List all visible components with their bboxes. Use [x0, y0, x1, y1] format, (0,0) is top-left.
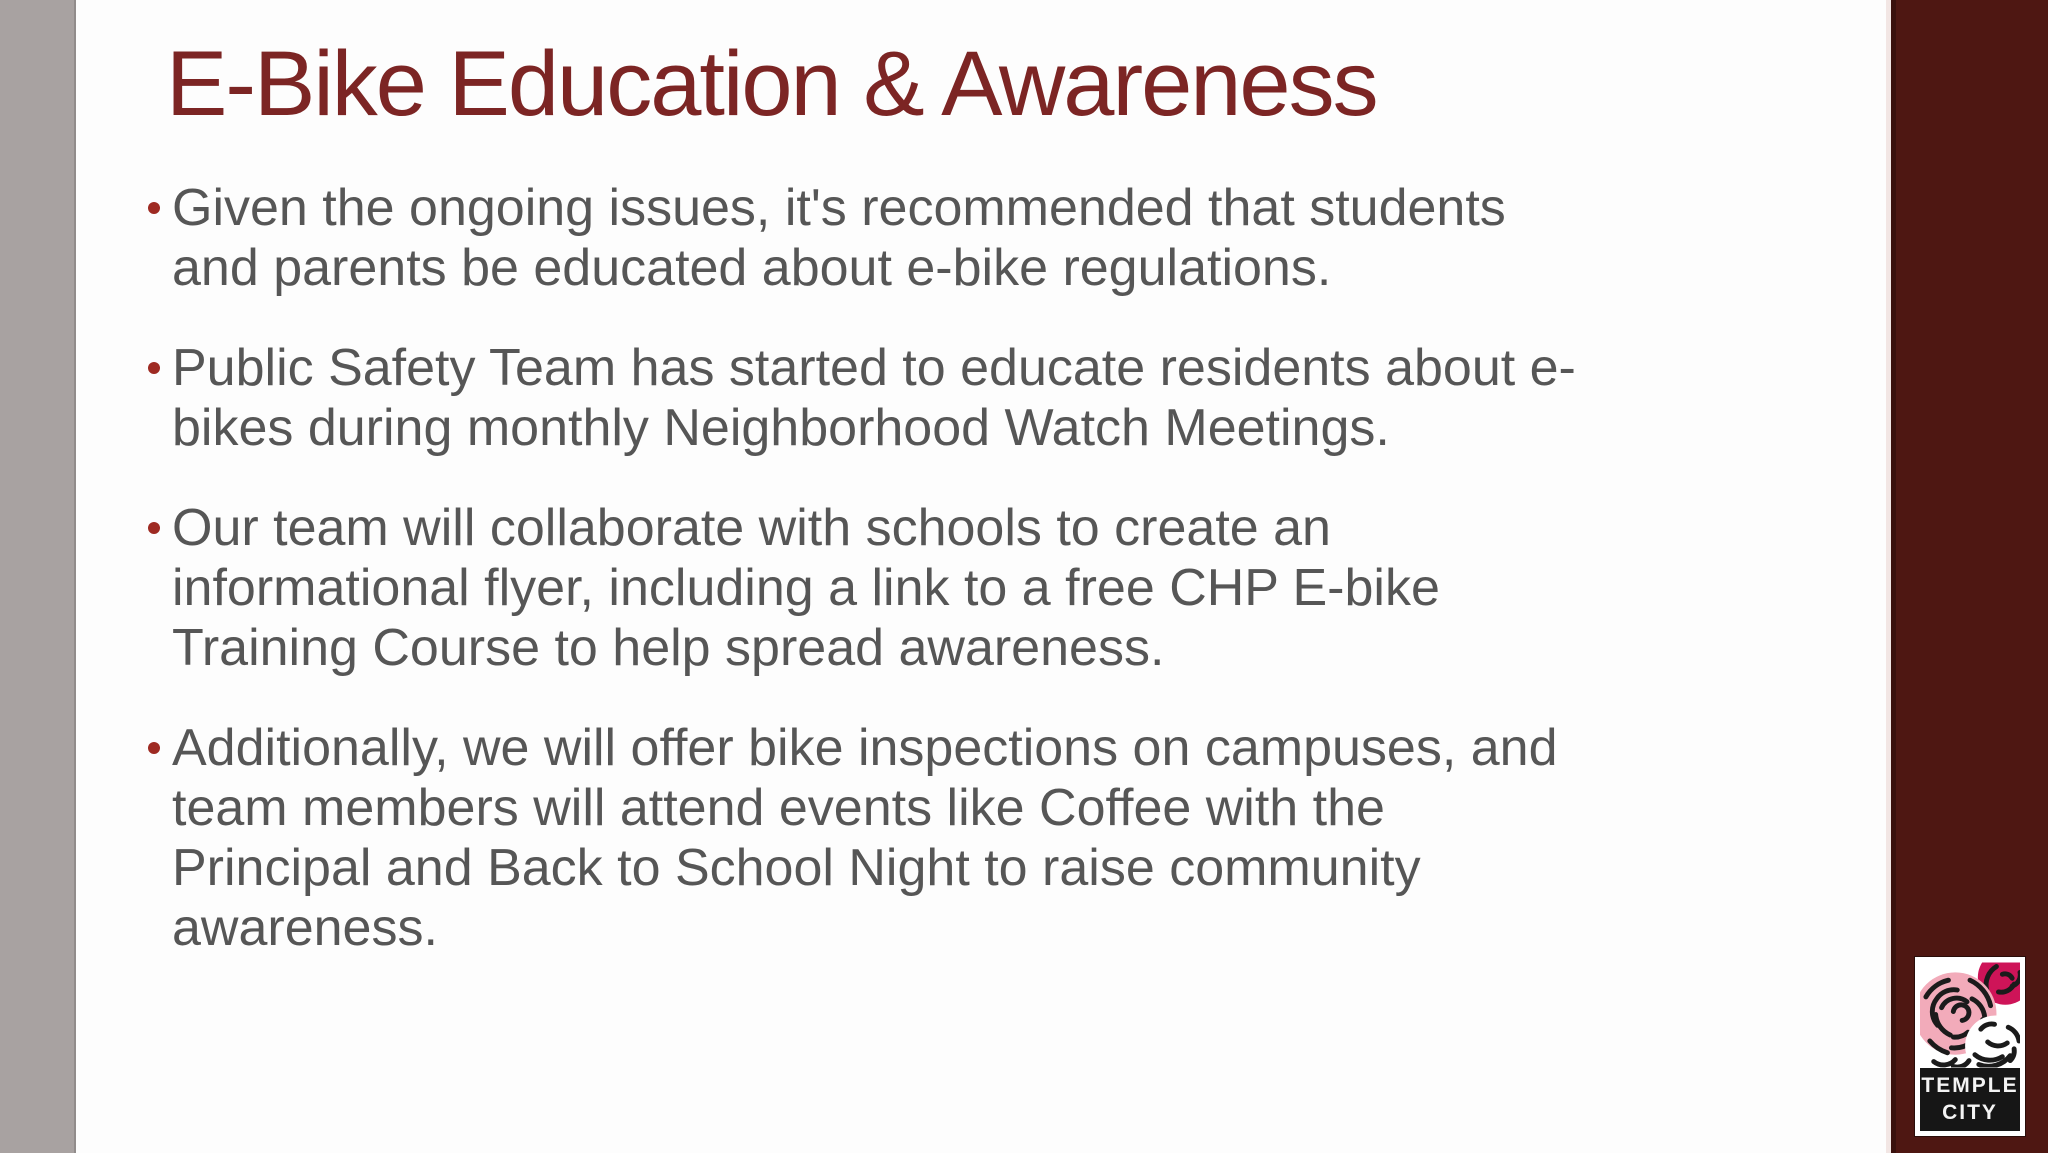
bullet-item	[172, 178, 1832, 298]
bullet-text-line: Additionally, we will offer bike inspections on campuses, and	[172, 719, 1558, 777]
bullet-dot-icon	[148, 202, 160, 214]
letterbox-strip	[0, 0, 76, 1153]
bullet-dot-icon	[148, 362, 160, 374]
camellia-flowers-icon	[1920, 962, 2020, 1068]
bullet-text-line: Given the ongoing issues, it's recommended that students	[172, 179, 1506, 237]
bullet-text-line: Public Safety Team has started to educate residents about e-	[172, 339, 1576, 397]
bullet-text-line: bikes during monthly Neighborhood Watch Meetings.	[172, 399, 1390, 457]
slide-title: E-Bike Education & Awareness	[166, 33, 1377, 135]
bullet-text-line: and parents be educated about e-bike regulations.	[172, 239, 1332, 297]
bullet-text-line: Training Course to help spread awareness.	[172, 619, 1165, 677]
bullet-text-line: awareness.	[172, 899, 438, 957]
bullet-text-line: Our team will collaborate with schools to create an	[172, 499, 1331, 557]
logo-text-line2: CITY	[1942, 1101, 1998, 1124]
slide-canvas	[78, 0, 1886, 1153]
bullet-text-line: Principal and Back to School Night to raise community	[172, 839, 1421, 897]
bullet-dot-icon	[148, 742, 160, 754]
temple-city-logo	[1914, 956, 2026, 1137]
bullet-item	[172, 718, 1832, 958]
bullet-text-line: informational flyer, including a link to a free CHP E-bike	[172, 559, 1440, 617]
logo-wordmark	[1920, 1068, 2020, 1131]
logo-text-line1: TEMPLE	[1921, 1074, 2019, 1097]
bullet-item	[172, 338, 1832, 458]
bullet-list	[172, 178, 1832, 998]
bullet-item	[172, 498, 1832, 678]
bullet-dot-icon	[148, 522, 160, 534]
bullet-text-line: team members will attend events like Coffee with the	[172, 779, 1385, 837]
